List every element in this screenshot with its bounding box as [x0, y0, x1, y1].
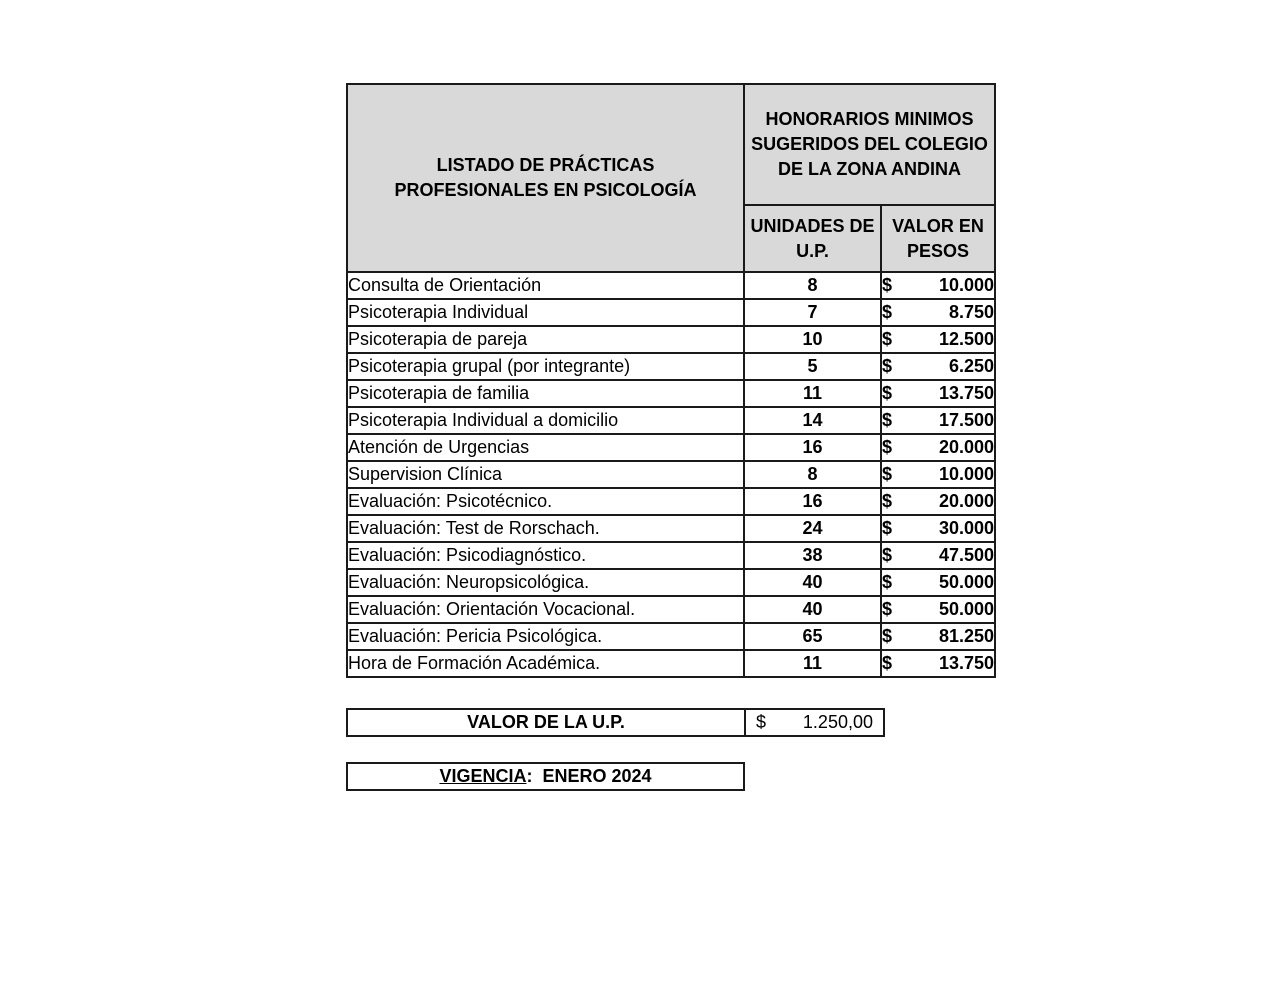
practice-units: 5 — [744, 353, 881, 380]
practice-name: Evaluación: Orientación Vocacional. — [347, 596, 744, 623]
table-row — [347, 515, 995, 542]
price-value: 6.250 — [948, 356, 995, 376]
practice-price — [881, 461, 995, 488]
table-row — [347, 407, 995, 434]
practice-price — [881, 434, 995, 461]
practice-units: 8 — [744, 461, 881, 488]
price-value: 10.000 — [938, 464, 995, 484]
practice-price — [881, 650, 995, 677]
practice-units: 40 — [744, 596, 881, 623]
price-value: 10.000 — [938, 275, 995, 295]
practice-name: Evaluación: Neuropsicológica. — [347, 569, 744, 596]
practice-price — [881, 380, 995, 407]
table-row — [347, 542, 995, 569]
practice-name: Evaluación: Psicotécnico. — [347, 488, 744, 515]
units-header-line2: U.P. — [796, 240, 829, 261]
practice-units: 14 — [744, 407, 881, 434]
practice-price — [881, 326, 995, 353]
value-header-line2: PESOS — [906, 240, 970, 261]
table-row — [347, 596, 995, 623]
practices-title-line1: LISTADO DE PRÁCTICAS — [436, 155, 655, 175]
units-header-line1: UNIDADES DE — [750, 215, 875, 236]
practice-units: 16 — [744, 488, 881, 515]
fees-table — [346, 83, 996, 678]
table-row — [347, 299, 995, 326]
table-row — [347, 623, 995, 650]
practice-name: Hora de Formación Académica. — [347, 650, 744, 677]
currency-symbol: $ — [882, 302, 893, 322]
price-value: 47.500 — [938, 545, 995, 565]
price-value: 20.000 — [938, 437, 995, 457]
vigencia-separator: : — [526, 766, 533, 786]
practices-title-line2: PROFESIONALES EN PSICOLOGÍA — [394, 180, 697, 200]
fees-title-line3: DE LA ZONA ANDINA — [778, 159, 961, 180]
currency-symbol: $ — [882, 572, 893, 592]
currency-symbol: $ — [882, 626, 893, 646]
table-row — [347, 434, 995, 461]
practice-name: Psicoterapia Individual a domicilio — [347, 407, 744, 434]
table-row — [347, 650, 995, 677]
value-header-line1: VALOR EN — [892, 215, 984, 236]
table-row — [347, 326, 995, 353]
currency-symbol: $ — [882, 329, 893, 349]
price-value: 13.750 — [938, 383, 995, 403]
practice-name: Evaluación: Pericia Psicológica. — [347, 623, 744, 650]
fees-title-line1: HONORARIOS MINIMOS — [765, 109, 974, 130]
vigencia-box — [346, 762, 745, 791]
fees-table-body — [347, 272, 995, 677]
practice-price — [881, 353, 995, 380]
practice-name: Psicoterapia Individual — [347, 299, 744, 326]
practice-units: 40 — [744, 569, 881, 596]
price-value: 17.500 — [938, 410, 995, 430]
practice-name: Evaluación: Test de Rorschach. — [347, 515, 744, 542]
price-value: 8.750 — [948, 302, 995, 322]
practice-price — [881, 542, 995, 569]
practice-units: 8 — [744, 272, 881, 299]
currency-symbol: $ — [882, 383, 893, 403]
practice-name: Atención de Urgencias — [347, 434, 744, 461]
practices-list-header — [347, 84, 744, 272]
table-row — [347, 461, 995, 488]
currency-symbol: $ — [882, 545, 893, 565]
fees-title-line2: SUGERIDOS DEL COLEGIO — [751, 134, 988, 155]
practice-price — [881, 623, 995, 650]
currency-symbol: $ — [882, 518, 893, 538]
practice-price — [881, 272, 995, 299]
up-value: 1.250,00 — [802, 712, 873, 732]
up-label: VALOR DE LA U.P. — [347, 709, 745, 736]
practice-name: Supervision Clínica — [347, 461, 744, 488]
up-value-cell — [745, 709, 884, 736]
practice-units: 16 — [744, 434, 881, 461]
practice-price — [881, 515, 995, 542]
practice-price — [881, 488, 995, 515]
price-value: 20.000 — [938, 491, 995, 511]
practice-units: 24 — [744, 515, 881, 542]
table-row — [347, 272, 995, 299]
currency-symbol: $ — [882, 653, 893, 673]
practice-name: Psicoterapia de pareja — [347, 326, 744, 353]
price-value: 81.250 — [938, 626, 995, 646]
practice-name: Consulta de Orientación — [347, 272, 744, 299]
units-column-header — [744, 205, 881, 272]
currency-symbol: $ — [882, 464, 893, 484]
currency-symbol: $ — [882, 275, 893, 295]
table-row — [347, 380, 995, 407]
price-value: 12.500 — [938, 329, 995, 349]
practice-name: Psicoterapia grupal (por integrante) — [347, 353, 744, 380]
currency-symbol: $ — [882, 437, 893, 457]
value-column-header — [881, 205, 995, 272]
currency-symbol: $ — [882, 491, 893, 511]
price-value: 30.000 — [938, 518, 995, 538]
currency-symbol: $ — [882, 410, 893, 430]
practice-units: 11 — [744, 650, 881, 677]
up-currency-symbol: $ — [756, 712, 767, 732]
currency-symbol: $ — [882, 599, 893, 619]
practice-name: Evaluación: Psicodiagnóstico. — [347, 542, 744, 569]
practice-price — [881, 299, 995, 326]
currency-symbol: $ — [882, 356, 893, 376]
practice-price — [881, 407, 995, 434]
practice-units: 38 — [744, 542, 881, 569]
practice-units: 7 — [744, 299, 881, 326]
practice-name: Psicoterapia de familia — [347, 380, 744, 407]
practice-units: 10 — [744, 326, 881, 353]
price-value: 13.750 — [938, 653, 995, 673]
price-value: 50.000 — [938, 599, 995, 619]
practice-price — [881, 569, 995, 596]
vigencia-value: ENERO 2024 — [542, 766, 652, 786]
table-row — [347, 569, 995, 596]
up-value-box — [346, 708, 885, 737]
price-value: 50.000 — [938, 572, 995, 592]
fees-group-header — [744, 84, 995, 205]
practice-units: 11 — [744, 380, 881, 407]
vigencia-label: VIGENCIA — [439, 766, 527, 786]
practice-units: 65 — [744, 623, 881, 650]
table-row — [347, 353, 995, 380]
practice-price — [881, 596, 995, 623]
table-row — [347, 488, 995, 515]
